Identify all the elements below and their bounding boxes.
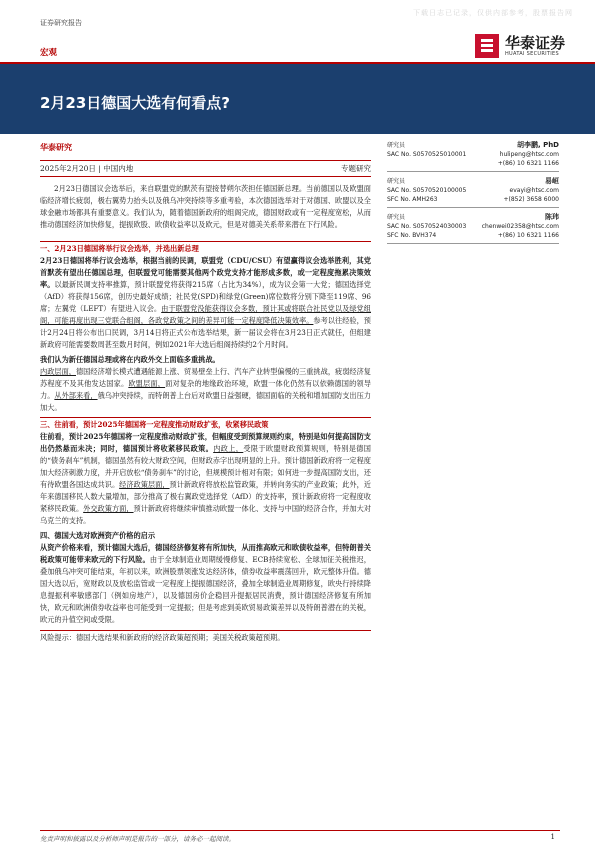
footer-line [40,830,560,831]
analyst-role: 研究员 [387,142,406,149]
section-3-body-2: 预计新政府将放松监管政策，并转向务实的产业政策；此外，近年来德国移民人数大量增加，部分推高了极右翼政党选择党（AfD）的支持率，预计新政府将一定程度收紧移民政策。 [40,480,371,513]
page-number: 1 [550,833,555,841]
logo-mark-icon [475,34,499,58]
logo-text [505,35,565,57]
analyst-sac: SAC No. S0570524030003 [387,223,467,230]
huatai-logo [475,34,565,58]
section-4-heading: 四、德国大选对欧洲资产价格的启示 [40,531,156,540]
section-2-heading: 我们认为新任德国总理或将在内政外交上面临多重挑战。 [40,355,220,364]
analyst-name: 陈玮 [545,213,559,221]
report-region: 中国内地 [103,164,134,173]
analyst-name: 易峘 [545,177,559,185]
analyst-name: 胡李鹏, PhD [516,141,559,149]
section-2-paragraph [40,366,371,414]
analyst-card [387,212,559,244]
section-1-heading: 一、2月23日德国将举行议会选举，并选出新总理 [40,241,371,255]
section-4-body: 由于全球制造业周期缓慢修复、ECB持续宽松、全球加征关税推迟，叠加俄乌冲突可能结束，年初以来，欧洲股票领涨发达经济体，债券收益率震荡回升，欧元整体升值。德国大选以后，宽财政以及放松监管或一定程度上提振德国经济，叠加全球制造业周期修复，欧央行持续降息提振利率敏感部门（例如房地产），以及德国房价企稳回升提振居民消费，预计德国经济修复有所加快，欧元和欧洲债券收益率也可能受到一定提振；但是考虑到美欧贸易政策差异以及特朗普潜在的关税，欧元的升值空间或受限。 [40,555,371,624]
section-1-underline: 由于联盟党没能获得议会多数，预计其或将联合社民党以及绿党组阁，可能再度出现三党联合组阁，各政党政策之间的差异可能一定程度降低决策效率。 [40,304,371,325]
section-3-body-1: 受限于欧盟财政预算规则，特别是德国的“债务刹车”机制，德国虽然有较大财政空间，但财政赤字出现明显的上升。预计德国新政府将一定程度加大经济刺激力度，并开启放松“债务刹车”的讨论，但规模预计相对有限；如何进一步提高国防支出，还有待欧盟各国达成共识。 [40,444,371,489]
section-3-sub-3: 外交政策方面， [83,504,134,513]
analyst-sac: SAC No. S0570525010001 [387,151,467,158]
section-3-sub-2: 经济政策层面， [119,480,170,489]
section-4-paragraph [40,542,371,626]
risk-warning: 风险提示：德国大选结果和新政府的经济政策超预期；美国关税政策超预期。 [40,630,371,644]
report-kind: 专题研究 [341,164,371,173]
section-3-lead: 往前看，预计2025年德国将一定程度推动财政扩张，但幅度受到预算规则约束，特别是如何提高国防支出仍然悬而未决；同时，德国预计将收紧移民政策。 [40,432,371,453]
section-1-tail: 参考以往经验，预计2月24日将公布出口民调，3月14日将正式公布选举结果，新一届议会将在3月23日正式就任，但组建新政府可能需要数周甚至数月时间，例如2021年大选后组阁持续约2个月时间。 [40,316,371,349]
section-3-heading: 三、往前看，预计2025年德国将一定程度推动财政扩张，收紧移民政策 [40,417,371,431]
analyst-phone: +(86) 10 6321 1166 [497,232,559,239]
analyst-sac: SAC No. S0570520100005 [387,187,467,194]
sector-label: 宏观 [40,48,58,58]
analyst-sfc: SFC No. BVH374 [387,232,437,239]
analyst-panel [387,140,559,248]
section-1-lead: 2月23日德国将举行议会选举，根据当前的民调，联盟党（CDU/CSU）有望赢得议会选举胜利，其党首默茨有望出任德国总理，但联盟党可能需要其他两个政党支持才能形成多数，或一定程度拖累决策效率。 [40,256,371,289]
analyst-sfc: SFC No. AMH263 [387,196,438,203]
abstract: 2月23日德国议会选举后，来自联盟党的默茨有望接替朔尔茨担任德国新总理。当前德国以及欧盟面临经济增长疲弱，极右翼势力抬头以及俄乌冲突持续等多重考验，本次德国选举对于对德国、欧盟以及全球金融市场都具有重要意义。我们认为，随着德国新政府的组阁完成，德国财政或有一定程度宽松，从而推动德国经济加快修复，提振欧股、欧债收益率以及欧元，但是对德美关系带来潜在下行风险。 [40,184,371,229]
logo-en: HUATAI SECURITIES [504,51,559,57]
section-3-body-3: 预计新政府将继续审慎推动欧盟一体化、支持与中国的经济合作，并加大对乌克兰的支持。 [40,504,371,525]
analyst-role: 研究员 [387,214,406,221]
analyst-role: 研究员 [387,178,406,185]
section-3-paragraph [40,431,371,527]
analyst-card [387,140,559,172]
section-1-body: 以最新民调支持率推算，预计联盟党将获得215席（占比为34%），成为议会第一大党；德国选择党（AfD）将获得156席，创历史最好成绩；社民党(SPD)和绿党(Green)席位数将分别下降至119席、96席；左翼党（LEFT）有望进入议会。 [40,280,371,313]
dateline [40,160,371,177]
org-label: 华泰研究 [40,143,72,152]
footer-disclaimer: 免责声明和披露以及分析师声明是报告的一部分，请务必一起阅读。 [40,835,235,843]
section-2-body-3: 俄乌冲突持续，而特朗普上台后对欧盟日益强硬，德国面临的关税和增加国防支出压力加大。 [40,391,371,412]
watermark: 下载日志已记录，仅供内部参考，股票报告网 [413,9,573,17]
section-2-body: 德国经济增长模式遭遇能源上涨、贸易壁垒上行、汽车产业转型偏慢的三重挑战，疲弱经济复苏程度不及其他发达国家。 [40,367,371,388]
section-2-body-2: 面对复杂的地缘政治环境，欧盟一体化仍然有以依赖德国的领导力。 [40,379,371,400]
section-4-lead: 从资产价格来看，预计德国大选后，德国经济修复将有所加快，从而推高欧元和欧债收益率，但特朗普关税政策可能带来欧元的下行风险。 [40,543,371,564]
analyst-email[interactable]: chenwei02358@htsc.com [481,223,559,230]
analyst-email[interactable]: evayi@htsc.com [509,187,559,194]
report-title: 2月23日德国大选有何看点? [40,94,231,112]
section-3-sub-1: 内政上， [213,444,244,453]
report-body [40,183,371,644]
report-type-label: 证券研究报告 [40,19,82,27]
section-2-lead: 内政层面， [40,367,76,376]
logo-cn: 华泰证券 [504,34,565,52]
report-date: 2025年2月20日 [40,164,96,173]
analyst-phone: +(852) 3658 6000 [503,196,559,203]
section-2-lead-2: 欧盟层面， [128,379,166,388]
section-1-paragraph [40,255,371,351]
analyst-phone: +(86) 10 6321 1166 [497,160,559,167]
dateline-left: 2025年2月20日 | 中国内地 [40,164,134,173]
analyst-email[interactable]: hulipeng@htsc.com [499,151,559,158]
analyst-card [387,176,559,208]
section-2-lead-3: 从外部来看， [54,391,98,400]
